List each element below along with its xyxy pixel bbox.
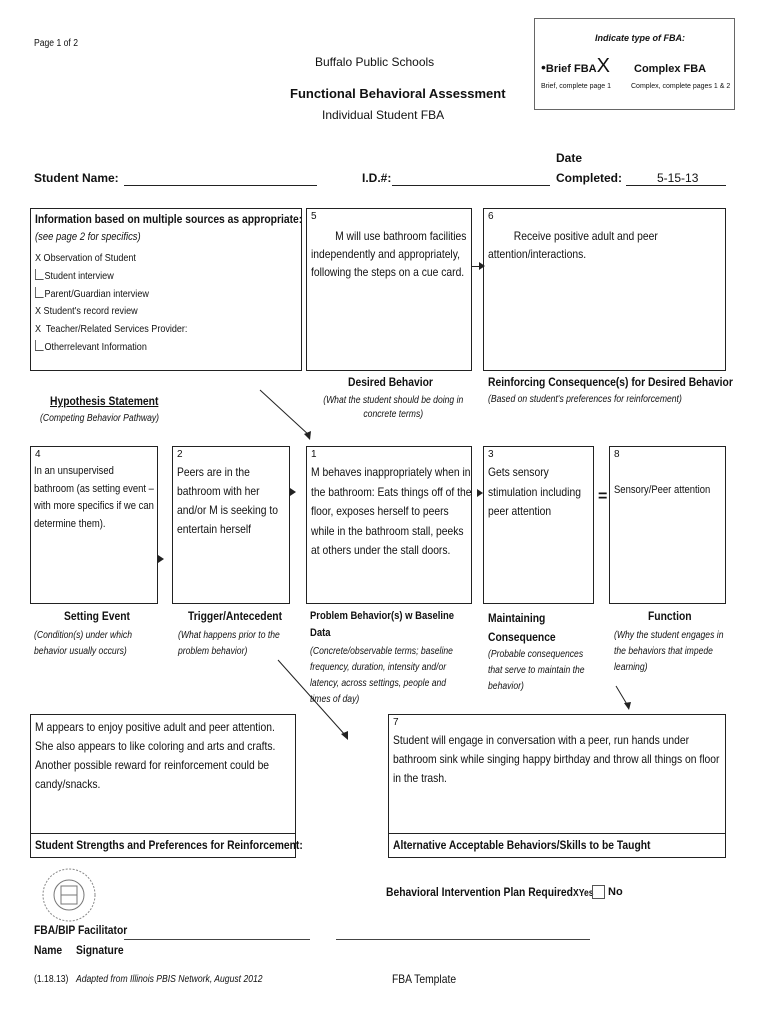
arrow-right-icon [290,488,296,496]
bullet-icon: • [541,59,546,75]
box-number: 1 [311,449,317,460]
date-completed-value: 5-15-13 [657,171,699,185]
facilitator-name-field[interactable] [124,939,310,940]
box-number: 6 [488,211,494,222]
info-source-item[interactable]: Otherrelevant Information [35,339,187,357]
footer-template: FBA Template [392,972,457,986]
bip-no-checkbox[interactable] [592,885,605,899]
alternative-behaviors-box[interactable] [388,714,726,858]
brief-note: Brief, complete page 1 [541,83,612,90]
bip-yes-mark: X [572,888,579,899]
reinforcing-consequence-text: Receive positive adult and peer attention/interactions. [488,229,658,261]
desired-behavior-text: M will use bathroom facilities independently and appropriately, following the steps on a cue card. [311,229,467,279]
student-name-label: Student Name: [34,171,119,185]
info-source-item[interactable]: X Teacher/Related Services Provider: [35,323,188,336]
divider [31,833,295,834]
setting-event-text: In an unsupervised bathroom (as setting event – with more specifics if we can determine them). [34,465,154,530]
info-source-item[interactable]: Student interview [35,268,187,286]
alternative-behaviors-text: Student will engage in conversation with a peer, run hands under bathroom sink while singing happy birthday and throw all things on floor in the trash. [393,733,720,785]
box-number: 5 [311,211,317,222]
date-label-line2: Completed: [556,171,622,185]
maintaining-consequence-label: Maintaining Consequence [488,611,556,644]
school-name: Buffalo Public Schools [315,55,435,69]
function-sub: (Why the student engages in the behaviors that impede learning) [614,630,724,673]
function-label: Function [648,609,692,623]
trigger-antecedent-sub: (What happens prior to the problem behavior) [178,630,280,657]
page-number: Page 1 of 2 [34,38,78,49]
info-source-item[interactable]: X Student's record review [35,305,138,318]
date-label-line1: Date [556,151,583,165]
info-source-item[interactable]: X Observation of Student [35,252,136,264]
problem-behavior-text: M behaves inappropriately when in the bathroom: Eats things off of the floor, exposes herself to peers while in the bathroom stall, peeks at others under the stall doors. [311,465,472,557]
info-sources-heading: Information based on multiple sources as appropriate: [35,212,303,226]
box-number: 8 [614,449,620,460]
trigger-antecedent-box[interactable] [172,446,290,604]
info-sources-note: (see page 2 for specifics) [35,231,141,243]
brief-fba-label: Brief FBA [545,63,597,75]
reinforcing-consequence-sub: (Based on student's preferences for reinforcement) [488,394,682,405]
footer-code: (1.18.13) [34,974,69,985]
strengths-text: M appears to enjoy positive adult and peer attention. She also appears to like coloring and arts and crafts. Another possible reward for reinforcement could be candy/snacks. [35,720,276,791]
trigger-antecedent-label: Trigger/Antecedent [188,609,283,623]
facilitator-label: FBA/BIP Facilitator [34,923,128,937]
maintaining-consequence-sub: (Probable consequences that serve to maintain the behavior) [488,649,585,692]
reinforcing-consequence-label: Reinforcing Consequence(s) for Desired Behavior [488,375,733,389]
school-seal-icon [40,866,98,924]
function-box[interactable] [609,446,726,604]
footer-adapted: Adapted from Illinois PBIS Network, August 2012 [76,974,263,985]
name-label: Name [34,943,63,957]
function-text: Sensory/Peer attention [614,484,711,496]
box-number: 2 [177,449,183,460]
hypothesis-sub: (Competing Behavior Pathway) [40,413,160,424]
setting-event-box[interactable] [30,446,158,604]
setting-event-sub: (Condition(s) under which behavior usually occurs) [34,630,132,657]
bip-yes-option[interactable]: Yes [578,888,594,899]
page-subtitle: Individual Student FBA [322,108,445,122]
desired-behavior-sub: (What the student should be doing in concrete terms) [323,395,464,420]
complex-note: Complex, complete pages 1 & 2 [631,83,731,90]
fba-type-heading: Indicate type of FBA: [595,33,686,43]
desired-behavior-label: Desired Behavior [348,375,433,389]
box-number: 7 [393,717,399,728]
setting-event-label: Setting Event [64,609,130,623]
problem-behavior-sub: (Concrete/observable terms; baseline frequency, duration, intensity and/or latency, across settings, people and times of day) [310,646,453,705]
page-title: Functional Behavioral Assessment [290,86,506,101]
box-number: 3 [488,449,494,460]
complex-fba-option[interactable]: Complex FBA [634,63,707,75]
equals-sign: = [598,488,608,505]
strengths-box[interactable] [30,714,303,858]
info-source-item[interactable]: Parent/Guardian interview [35,286,187,304]
signature-label: Signature [76,943,124,957]
strengths-label: Student Strengths and Preferences for Reinforcement: [35,838,303,852]
trigger-antecedent-text: Peers are in the bathroom with her and/or M is seeking to entertain herself [177,465,278,536]
arrow-right-icon [477,489,483,497]
bip-no-option[interactable]: No [608,886,623,898]
bip-required-label: Behavioral Intervention Plan RequiredXYes [386,885,594,899]
problem-behavior-box[interactable] [306,446,472,604]
alternative-behaviors-label: Alternative Acceptable Behaviors/Skills to be Taught [393,838,651,852]
problem-behavior-label: Problem Behavior(s) w Baseline Data [310,610,455,639]
brief-fba-check-mark: X [596,55,610,77]
id-label: I.D.#: [362,171,392,185]
hypothesis-label: Hypothesis Statement [50,394,159,408]
facilitator-signature-field[interactable] [336,939,590,940]
divider [389,833,725,834]
arrow-right-icon [158,555,164,563]
maintaining-consequence-text: Gets sensory stimulation including peer attention [488,465,581,518]
box-number: 4 [35,449,41,460]
maintaining-consequence-box[interactable] [483,446,594,604]
